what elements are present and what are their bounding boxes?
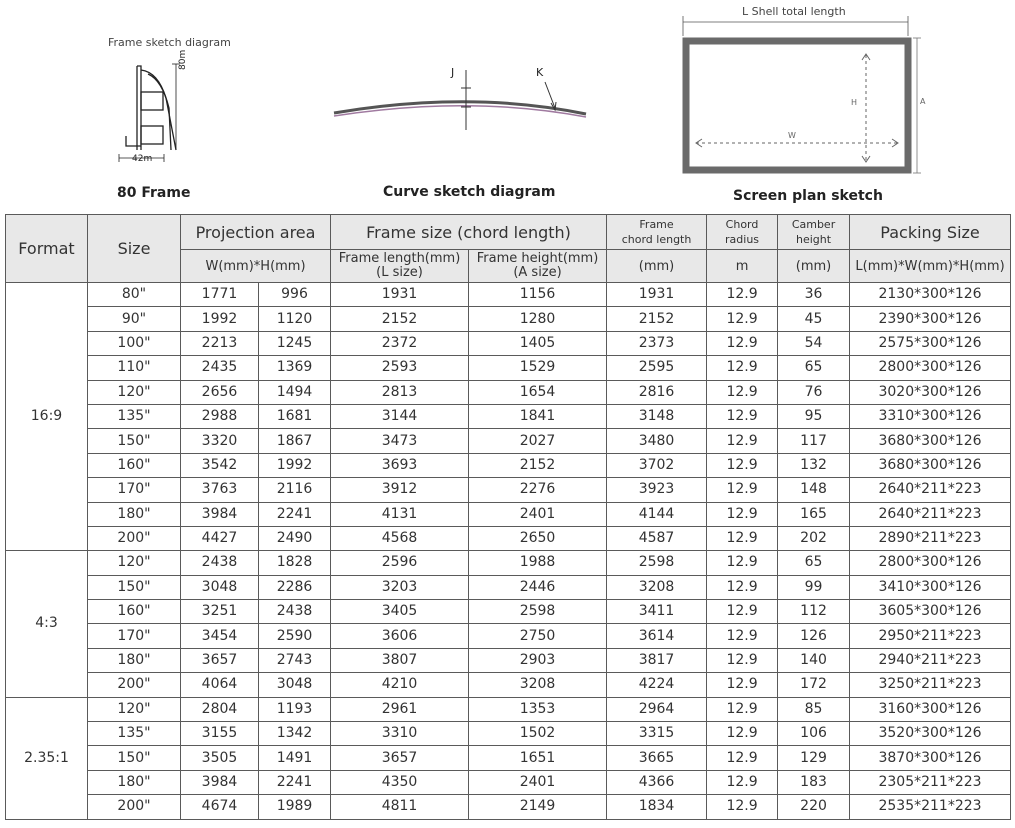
table-cell: 2152 — [469, 453, 607, 477]
table-cell: 65 — [778, 356, 850, 380]
table-cell: 1771 — [181, 283, 259, 307]
table-cell: 1405 — [469, 331, 607, 355]
table-cell: 2590 — [259, 624, 331, 648]
table-cell: 2241 — [259, 502, 331, 526]
table-cell: 12.9 — [707, 283, 778, 307]
table-row — [6, 648, 1011, 672]
table-cell: 12.9 — [707, 478, 778, 502]
table-cell: 3144 — [331, 404, 469, 428]
table-cell: 12.9 — [707, 380, 778, 404]
table-row — [6, 526, 1011, 550]
table-cell: 150" — [88, 746, 181, 770]
table-cell: 54 — [778, 331, 850, 355]
table-cell: 1156 — [469, 283, 607, 307]
frame-profile-drawing — [119, 64, 180, 162]
table-cell: 2598 — [607, 551, 707, 575]
diagram-area — [0, 0, 1015, 214]
table-cell: 2961 — [331, 697, 469, 721]
table-row — [6, 551, 1011, 575]
table-cell: 4350 — [331, 770, 469, 794]
table-cell: 2152 — [607, 307, 707, 331]
table-cell: 200" — [88, 795, 181, 819]
table-cell: 3160*300*126 — [850, 697, 1011, 721]
table-cell: 120" — [88, 697, 181, 721]
table-cell: 1651 — [469, 746, 607, 770]
format-cell: 16:9 — [6, 283, 88, 551]
table-cell: 170" — [88, 624, 181, 648]
table-cell: 1867 — [259, 429, 331, 453]
table-cell: 2152 — [331, 307, 469, 331]
table-cell: 202 — [778, 526, 850, 550]
table-row — [6, 746, 1011, 770]
table-cell: 12.9 — [707, 746, 778, 770]
curve-drawing — [334, 70, 586, 130]
table-cell: 3984 — [181, 770, 259, 794]
table-cell: 3048 — [259, 673, 331, 697]
table-cell: 165 — [778, 502, 850, 526]
table-row — [6, 697, 1011, 721]
table-cell: 2593 — [331, 356, 469, 380]
table-cell: 1245 — [259, 331, 331, 355]
table-cell: 106 — [778, 722, 850, 746]
table-cell: 45 — [778, 307, 850, 331]
table-cell: 1369 — [259, 356, 331, 380]
table-row — [6, 795, 1011, 819]
table-cell: 150" — [88, 429, 181, 453]
table-cell: 180" — [88, 502, 181, 526]
header-chord-radius-unit: m — [707, 250, 778, 283]
table-cell: 1834 — [607, 795, 707, 819]
table-cell: 2372 — [331, 331, 469, 355]
table-cell: 12.9 — [707, 551, 778, 575]
table-cell: 132 — [778, 453, 850, 477]
table-cell: 80" — [88, 283, 181, 307]
table-cell: 2750 — [469, 624, 607, 648]
table-cell: 1120 — [259, 307, 331, 331]
table-cell: 2816 — [607, 380, 707, 404]
table-cell: 129 — [778, 746, 850, 770]
table-cell: 1654 — [469, 380, 607, 404]
table-cell: 12.9 — [707, 648, 778, 672]
spec-table-body — [6, 283, 1011, 820]
table-row — [6, 624, 1011, 648]
table-cell: 2305*211*223 — [850, 770, 1011, 794]
table-cell: 12.9 — [707, 575, 778, 599]
table-cell: 2130*300*126 — [850, 283, 1011, 307]
table-row — [6, 453, 1011, 477]
table-cell: 2213 — [181, 331, 259, 355]
header-format: Format — [6, 215, 88, 283]
table-cell: 1992 — [181, 307, 259, 331]
table-cell: 3411 — [607, 600, 707, 624]
header-camber-unit: (mm) — [778, 250, 850, 283]
table-cell: 3520*300*126 — [850, 722, 1011, 746]
table-cell: 2535*211*223 — [850, 795, 1011, 819]
table-cell: 65 — [778, 551, 850, 575]
table-cell: 1828 — [259, 551, 331, 575]
spec-table — [5, 214, 1011, 820]
table-cell: 1494 — [259, 380, 331, 404]
frame-width-dimension: 42m — [132, 154, 153, 164]
header-frame-length: Frame length(mm) (L size) — [331, 250, 469, 283]
table-cell: 3665 — [607, 746, 707, 770]
table-row — [6, 380, 1011, 404]
table-cell: 3020*300*126 — [850, 380, 1011, 404]
table-cell: 4144 — [607, 502, 707, 526]
table-cell: 1988 — [469, 551, 607, 575]
table-cell: 2800*300*126 — [850, 356, 1011, 380]
table-cell: 3315 — [607, 722, 707, 746]
table-cell: 1502 — [469, 722, 607, 746]
table-cell: 2656 — [181, 380, 259, 404]
table-cell: 2575*300*126 — [850, 331, 1011, 355]
table-cell: 3702 — [607, 453, 707, 477]
table-cell: 160" — [88, 600, 181, 624]
table-cell: 4224 — [607, 673, 707, 697]
header-projection-sub: W(mm)*H(mm) — [181, 250, 331, 283]
table-row — [6, 404, 1011, 428]
table-cell: 3763 — [181, 478, 259, 502]
table-cell: 3473 — [331, 429, 469, 453]
table-cell: 3923 — [607, 478, 707, 502]
table-row — [6, 722, 1011, 746]
table-cell: 4210 — [331, 673, 469, 697]
frame-height-dimension: 80m — [178, 49, 188, 70]
table-cell: 2446 — [469, 575, 607, 599]
screen-plan-drawing — [683, 16, 921, 173]
table-cell: 2116 — [259, 478, 331, 502]
table-cell: 4568 — [331, 526, 469, 550]
table-cell: 3320 — [181, 429, 259, 453]
table-cell: 12.9 — [707, 624, 778, 648]
table-cell: 2438 — [259, 600, 331, 624]
table-cell: 2964 — [607, 697, 707, 721]
table-cell: 1989 — [259, 795, 331, 819]
table-cell: 996 — [259, 283, 331, 307]
table-cell: 1681 — [259, 404, 331, 428]
table-cell: 3807 — [331, 648, 469, 672]
table-row — [6, 502, 1011, 526]
table-cell: 2640*211*223 — [850, 502, 1011, 526]
table-cell: 2640*211*223 — [850, 478, 1011, 502]
table-cell: 12.9 — [707, 526, 778, 550]
table-cell: 2595 — [607, 356, 707, 380]
table-cell: 180" — [88, 648, 181, 672]
screen-top-label: L Shell total length — [742, 5, 846, 18]
table-cell: 4366 — [607, 770, 707, 794]
table-cell: 3250*211*223 — [850, 673, 1011, 697]
table-cell: 2276 — [469, 478, 607, 502]
table-cell: 1353 — [469, 697, 607, 721]
format-cell: 4:3 — [6, 551, 88, 697]
table-cell: 95 — [778, 404, 850, 428]
table-cell: 110" — [88, 356, 181, 380]
table-cell: 1529 — [469, 356, 607, 380]
header-chord-length-unit: (mm) — [607, 250, 707, 283]
table-cell: 3310 — [331, 722, 469, 746]
table-cell: 148 — [778, 478, 850, 502]
table-cell: 1491 — [259, 746, 331, 770]
table-cell: 2373 — [607, 331, 707, 355]
table-cell: 4587 — [607, 526, 707, 550]
table-cell: 12.9 — [707, 453, 778, 477]
table-cell: 3614 — [607, 624, 707, 648]
table-cell: 12.9 — [707, 356, 778, 380]
table-cell: 120" — [88, 380, 181, 404]
table-cell: 3984 — [181, 502, 259, 526]
table-cell: 3505 — [181, 746, 259, 770]
format-cell: 2.35:1 — [6, 697, 88, 819]
table-cell: 200" — [88, 673, 181, 697]
header-packing-sub: L(mm)*W(mm)*H(mm) — [850, 250, 1011, 283]
header-camber-height: Camber height — [778, 215, 850, 250]
table-cell: 135" — [88, 404, 181, 428]
table-cell: 3680*300*126 — [850, 429, 1011, 453]
table-cell: 3657 — [331, 746, 469, 770]
table-cell: 1280 — [469, 307, 607, 331]
table-cell: 1841 — [469, 404, 607, 428]
curve-label-j: J — [451, 66, 455, 79]
table-row — [6, 283, 1011, 307]
table-cell: 2988 — [181, 404, 259, 428]
table-cell: 12.9 — [707, 673, 778, 697]
table-cell: 2950*211*223 — [850, 624, 1011, 648]
table-cell: 1193 — [259, 697, 331, 721]
table-cell: 12.9 — [707, 770, 778, 794]
table-cell: 4131 — [331, 502, 469, 526]
table-cell: 2027 — [469, 429, 607, 453]
table-cell: 3410*300*126 — [850, 575, 1011, 599]
table-cell: 12.9 — [707, 600, 778, 624]
table-row — [6, 478, 1011, 502]
table-cell: 2438 — [181, 551, 259, 575]
header-size: Size — [88, 215, 181, 283]
table-cell: 2903 — [469, 648, 607, 672]
screen-label-h: H — [851, 98, 858, 107]
table-cell: 2800*300*126 — [850, 551, 1011, 575]
header-chord-radius: Chord radius — [707, 215, 778, 250]
table-cell: 76 — [778, 380, 850, 404]
table-row — [6, 356, 1011, 380]
screen-label-a: A — [920, 97, 926, 106]
table-cell: 183 — [778, 770, 850, 794]
table-row — [6, 600, 1011, 624]
table-cell: 112 — [778, 600, 850, 624]
table-cell: 220 — [778, 795, 850, 819]
table-cell: 180" — [88, 770, 181, 794]
table-cell: 12.9 — [707, 697, 778, 721]
table-cell: 100" — [88, 331, 181, 355]
table-cell: 12.9 — [707, 307, 778, 331]
table-cell: 117 — [778, 429, 850, 453]
table-cell: 2390*300*126 — [850, 307, 1011, 331]
table-cell: 4811 — [331, 795, 469, 819]
table-cell: 12.9 — [707, 331, 778, 355]
curve-caption: Curve sketch diagram — [383, 184, 556, 200]
table-cell: 150" — [88, 575, 181, 599]
table-cell: 3870*300*126 — [850, 746, 1011, 770]
table-cell: 1931 — [331, 283, 469, 307]
table-cell: 3251 — [181, 600, 259, 624]
table-cell: 3405 — [331, 600, 469, 624]
curve-label-k: K — [536, 66, 544, 79]
table-cell: 3208 — [607, 575, 707, 599]
table-cell: 3454 — [181, 624, 259, 648]
table-cell: 120" — [88, 551, 181, 575]
table-cell: 1931 — [607, 283, 707, 307]
table-cell: 2241 — [259, 770, 331, 794]
table-cell: 3606 — [331, 624, 469, 648]
table-cell: 12.9 — [707, 722, 778, 746]
table-cell: 200" — [88, 526, 181, 550]
table-cell: 3480 — [607, 429, 707, 453]
table-row — [6, 331, 1011, 355]
table-row — [6, 673, 1011, 697]
table-cell: 126 — [778, 624, 850, 648]
table-cell: 3203 — [331, 575, 469, 599]
table-cell: 2149 — [469, 795, 607, 819]
table-cell: 4674 — [181, 795, 259, 819]
table-cell: 2401 — [469, 502, 607, 526]
table-cell: 1992 — [259, 453, 331, 477]
table-cell: 12.9 — [707, 795, 778, 819]
table-cell: 2435 — [181, 356, 259, 380]
header-frame-size: Frame size (chord length) — [331, 215, 607, 250]
screen-caption: Screen plan sketch — [733, 188, 883, 204]
table-cell: 160" — [88, 453, 181, 477]
screen-label-w: W — [788, 131, 796, 140]
table-cell: 2940*211*223 — [850, 648, 1011, 672]
table-cell: 2804 — [181, 697, 259, 721]
table-cell: 99 — [778, 575, 850, 599]
table-cell: 3693 — [331, 453, 469, 477]
table-cell: 3048 — [181, 575, 259, 599]
header-projection-area: Projection area — [181, 215, 331, 250]
table-row — [6, 575, 1011, 599]
table-cell: 3605*300*126 — [850, 600, 1011, 624]
table-cell: 2490 — [259, 526, 331, 550]
table-cell: 3657 — [181, 648, 259, 672]
table-cell: 2598 — [469, 600, 607, 624]
table-cell: 2743 — [259, 648, 331, 672]
table-cell: 12.9 — [707, 429, 778, 453]
header-packing-size: Packing Size — [850, 215, 1011, 250]
sketch-drawings — [0, 0, 1015, 214]
table-cell: 2890*211*223 — [850, 526, 1011, 550]
table-cell: 3817 — [607, 648, 707, 672]
table-cell: 2401 — [469, 770, 607, 794]
table-cell: 1342 — [259, 722, 331, 746]
table-cell: 3912 — [331, 478, 469, 502]
table-cell: 3208 — [469, 673, 607, 697]
table-cell: 3148 — [607, 404, 707, 428]
table-cell: 90" — [88, 307, 181, 331]
table-cell: 3680*300*126 — [850, 453, 1011, 477]
table-row — [6, 770, 1011, 794]
table-row — [6, 429, 1011, 453]
table-cell: 3310*300*126 — [850, 404, 1011, 428]
table-cell: 12.9 — [707, 404, 778, 428]
header-frame-height: Frame height(mm) (A size) — [469, 250, 607, 283]
table-cell: 4064 — [181, 673, 259, 697]
header-chord-length: Frame chord length — [607, 215, 707, 250]
table-cell: 2596 — [331, 551, 469, 575]
frame-caption: 80 Frame — [117, 185, 191, 201]
table-cell: 36 — [778, 283, 850, 307]
table-cell: 85 — [778, 697, 850, 721]
table-cell: 3542 — [181, 453, 259, 477]
table-cell: 170" — [88, 478, 181, 502]
table-cell: 140 — [778, 648, 850, 672]
table-cell: 2286 — [259, 575, 331, 599]
table-cell: 12.9 — [707, 502, 778, 526]
table-cell: 172 — [778, 673, 850, 697]
table-cell: 135" — [88, 722, 181, 746]
table-row — [6, 307, 1011, 331]
table-cell: 2813 — [331, 380, 469, 404]
frame-sketch-title: Frame sketch diagram — [108, 36, 231, 49]
table-cell: 4427 — [181, 526, 259, 550]
table-cell: 2650 — [469, 526, 607, 550]
table-cell: 3155 — [181, 722, 259, 746]
